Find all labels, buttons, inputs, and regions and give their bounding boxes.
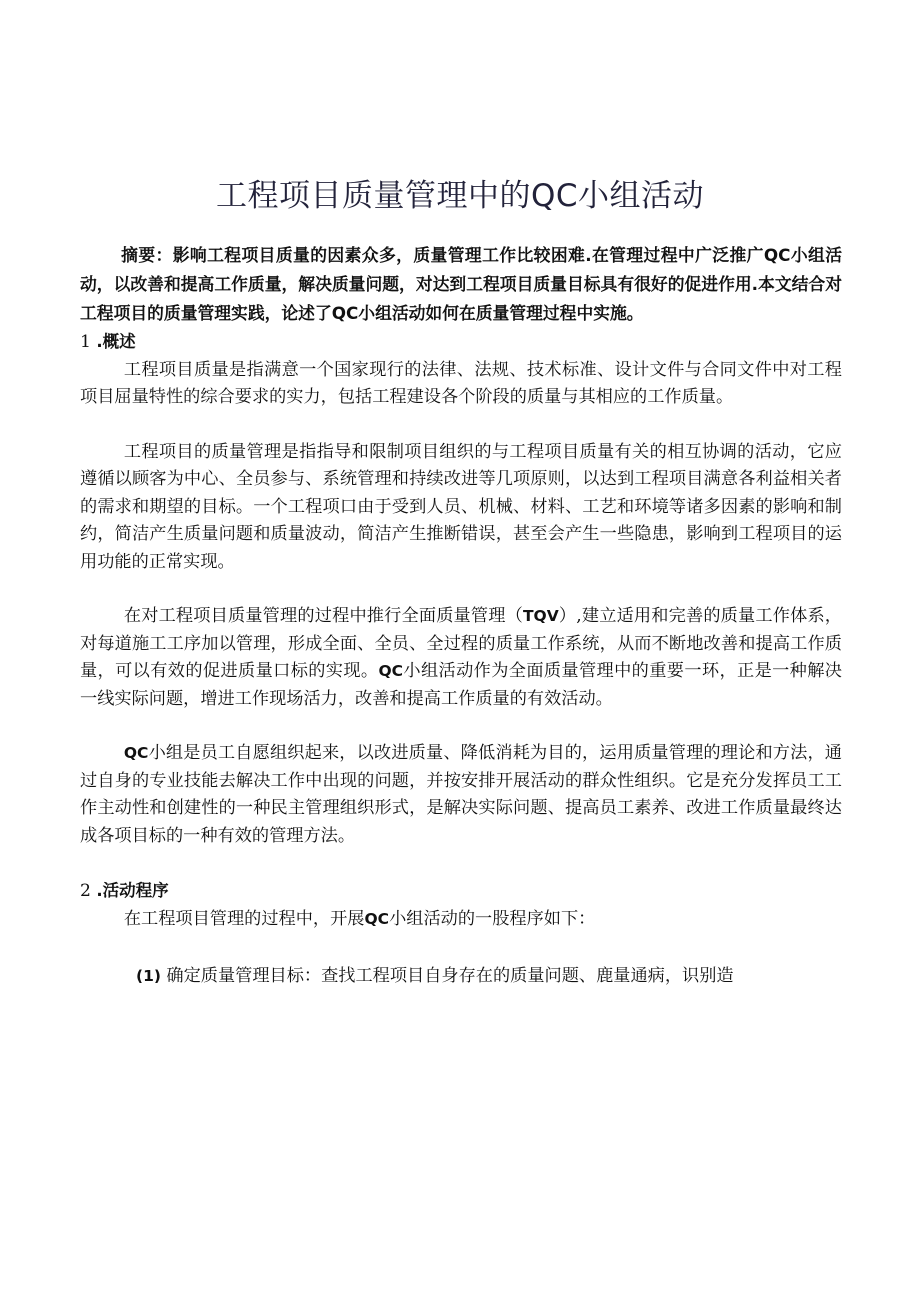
step-1-text: 确定质量管理目标：查找工程项目自身存在的质量问题、鹿量通病，识别造 <box>160 966 734 986</box>
section-2-title: .活动程序 <box>96 881 169 900</box>
paragraph-gap <box>80 412 842 439</box>
paragraph-qc-group <box>80 740 842 850</box>
paragraph-tqm <box>80 603 842 713</box>
qc-abbrev: QC <box>378 662 404 680</box>
qc-abbrev: QC <box>364 909 390 928</box>
tqm-abbrev: TQV <box>522 607 559 625</box>
paragraph-quality-management: 工程项目的质量管理是指指导和限制项目组织的与工程项目质量有关的相互协调的活动，它应遵循以顾客为中心、全员参与、系统管理和持续改进等几项原则，以达到工程项目满意各利益相关者的需求和期望的目标。一个工程项口由于受到人员、机械、材料、工艺和环境等诸多因素的影响和制约，简洁产生质量问题和质量波动，简洁产生推断错误，甚至会产生一些隐患，影响到工程项目的运用功能的正常实现。 <box>80 441 842 572</box>
section-1-heading <box>80 328 842 357</box>
abstract: 摘要：影响工程项目质量的因素众多，质量管理工作比较困难.在管理过程中广泛推广QC小组活动，以改善和提高工作质量，解决质量问题，对达到工程项目质量目标具有很好的促进作用.本文结合对工程项目的质量管理实践，论述了QC小组活动如何在质量管理过程中实施。 <box>80 245 842 323</box>
tqm-text-after: 小组活动作为全面质量管理中的重要一环，正是一种解决一线实际问题，增进工作现场活力，改善和提高工作质量的有效活动。 <box>80 661 842 709</box>
step-1-label: (1) <box>136 967 161 985</box>
document-title: 工程项目质量管理中的QC小组活动 <box>215 178 705 214</box>
qc-abbrev: QC <box>123 744 149 762</box>
paragraph-gap <box>80 850 842 877</box>
tqm-text-before: 在对工程项目质量管理的过程中推行全面质量管理（ <box>123 606 523 626</box>
paragraph-gap <box>80 576 842 603</box>
section-2-heading <box>80 877 842 906</box>
paragraph-quality-definition: 工程项目质量是指满意一个国家现行的法律、法规、技术标准、设计文件与合同文件中对工程项目屈量特性的综合要求的实力，包括工程建设各个阶段的质量与其相应的工作质量。 <box>80 359 842 407</box>
procedure-intro-before: 在工程项目管理的过程中，开展 <box>123 908 365 929</box>
paragraph-procedure-intro <box>80 906 842 934</box>
procedure-intro-after: 小组活动的一股程序如下： <box>389 908 596 929</box>
section-1-title: .概述 <box>96 332 136 351</box>
section-1-number: 1 <box>80 332 91 352</box>
qc-group-text: 小组是员工自愿组织起来，以改进质量、降低消耗为目的，运用质量管理的理论和方法，通过自身的专业技能去解决工作中出现的问题，并按安排开展活动的群众性组织。它是充分发挥员工工作主动性和创建性的一种民主管理组织形式，是解决实际问题、提高员工素养、改进工作质量最终达成各项目标的一种有效的管理方法。 <box>80 743 842 846</box>
paragraph-gap <box>80 933 842 963</box>
document-body <box>80 241 842 991</box>
section-2-number: 2 <box>80 881 91 901</box>
paragraph-gap <box>80 713 842 740</box>
procedure-step-1 <box>80 963 842 991</box>
tqm-text-middle: ）,建立适用和完善的质量工作体系，对每道施工工序加以管理，形成全面、全员、全过程的质量工作系统，从而不断地改善和提高工作质量，可以有效的促进质量口标的实现。 <box>80 606 842 681</box>
